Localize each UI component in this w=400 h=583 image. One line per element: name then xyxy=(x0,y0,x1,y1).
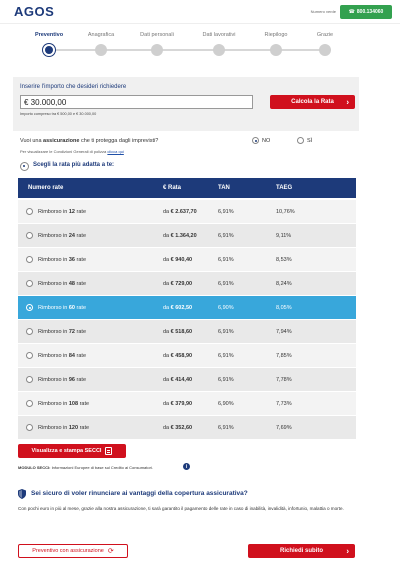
rate-amount: da € 602,50 xyxy=(163,305,193,311)
submit-request-label: Richiedi subito xyxy=(279,548,323,554)
step-label-dati-lavorativi: Dati lavorativi xyxy=(202,32,236,38)
step-dot-preventivo xyxy=(43,44,55,56)
policy-conditions-link[interactable]: clicca qui xyxy=(107,149,124,154)
secci-note-bold: MODULO SECCI: xyxy=(18,465,51,470)
rate-amount: da € 352,60 xyxy=(163,425,193,431)
rate-radio[interactable] xyxy=(26,328,33,335)
step-dot-grazie xyxy=(319,44,331,56)
table-row[interactable] xyxy=(18,416,356,439)
secci-note xyxy=(18,465,153,470)
rate-amount: da € 940,40 xyxy=(163,257,193,263)
step-label-dati-personali: Dati personali xyxy=(140,32,174,38)
rate-tan: 6,91% xyxy=(218,425,234,431)
phone-badge[interactable] xyxy=(340,5,392,19)
rate-count: Rimborso in 96 rate xyxy=(38,377,87,383)
rate-tan: 6,91% xyxy=(218,329,234,335)
quote-with-insurance-label: Preventivo con assicurazione xyxy=(32,548,104,554)
app-header xyxy=(0,0,400,24)
insurance-question-suffix: che ti protegga dagli imprevisti? xyxy=(79,138,159,144)
table-row[interactable] xyxy=(18,320,356,343)
calculate-rate-button[interactable] xyxy=(270,95,355,109)
phone-icon: ☎ xyxy=(348,9,355,15)
insurance-no-radio[interactable] xyxy=(252,137,259,144)
rate-taeg: 7,94% xyxy=(276,329,292,335)
insurance-question-prefix: Vuoi una xyxy=(20,138,44,144)
rate-section-title: Scegli la rata più adatta a te: xyxy=(33,162,115,168)
rate-taeg: 9,11% xyxy=(276,233,292,239)
progress-line xyxy=(49,49,325,51)
table-row[interactable] xyxy=(18,392,356,415)
rate-taeg: 7,69% xyxy=(276,425,292,431)
submit-request-button[interactable] xyxy=(248,544,355,558)
insurance-question xyxy=(20,138,158,144)
col-numero-rate: Numero rate xyxy=(28,185,64,191)
pdf-icon xyxy=(105,447,112,455)
rate-radio[interactable] xyxy=(26,304,33,311)
rate-amount: da € 729,00 xyxy=(163,281,193,287)
col-taeg: TAEG xyxy=(276,185,293,191)
rate-radio[interactable] xyxy=(26,280,33,287)
insurance-no-label: NO xyxy=(262,138,271,144)
rate-radio[interactable] xyxy=(26,256,33,263)
secci-button-label: Visualizza e stampa SECCI xyxy=(31,448,102,454)
phone-number: 800.134060 xyxy=(356,9,384,15)
rate-amount: da € 379,90 xyxy=(163,401,193,407)
step-dot-dati-lavorativi xyxy=(213,44,225,56)
insurance-question-bold: assicurazione xyxy=(43,138,80,144)
table-row[interactable] xyxy=(18,200,356,223)
secci-note-text: Informazioni Europee di base sul Credito ai Consumatori. xyxy=(50,465,153,470)
rate-tan: 6,90% xyxy=(218,401,234,407)
rate-taeg: 8,24% xyxy=(276,281,292,287)
rate-taeg: 10,76% xyxy=(276,209,295,215)
rate-amount: da € 414,40 xyxy=(163,377,193,383)
rate-radio[interactable] xyxy=(26,352,33,359)
rate-taeg: 7,73% xyxy=(276,401,292,407)
rate-count: Rimborso in 120 rate xyxy=(38,425,90,431)
rate-count: Rimborso in 48 rate xyxy=(38,281,87,287)
rate-count: Rimborso in 72 rate xyxy=(38,329,87,335)
rate-taeg: 8,05% xyxy=(276,305,292,311)
step-dot-anagrafica xyxy=(95,44,107,56)
table-row[interactable] xyxy=(18,224,356,247)
warning-title: Sei sicuro di voler rinunciare ai vantaggi della copertura assicurativa? xyxy=(31,490,248,497)
quote-with-insurance-button[interactable] xyxy=(18,544,128,558)
rate-tan: 6,91% xyxy=(218,353,234,359)
refresh-icon: ⟳ xyxy=(107,548,114,555)
rate-tan: 6,91% xyxy=(218,281,234,287)
chevron-right-icon: › xyxy=(346,97,349,107)
rate-tan: 6,91% xyxy=(218,257,234,263)
table-row[interactable] xyxy=(18,368,356,391)
amount-input[interactable] xyxy=(20,95,253,109)
amount-hint: Importo compreso tra € 500,00 e € 30.000,00 xyxy=(20,112,97,116)
calculate-rate-label: Calcola la Rata xyxy=(291,99,334,105)
secci-button[interactable] xyxy=(18,444,126,458)
agos-logo[interactable]: AGOS xyxy=(14,4,55,19)
table-row[interactable] xyxy=(18,248,356,271)
col-tan: TAN xyxy=(218,185,230,191)
insurance-note-text: Per visualizzare le Condizioni Generali di polizza xyxy=(20,149,108,154)
table-row[interactable] xyxy=(18,296,356,319)
rate-taeg: 7,78% xyxy=(276,377,292,383)
col-rata: € Rata xyxy=(163,185,182,191)
rate-amount: da € 458,90 xyxy=(163,353,193,359)
rate-count: Rimborso in 36 rate xyxy=(38,257,87,263)
insurance-yes-label: SÌ xyxy=(307,138,313,144)
rate-tan: 6,90% xyxy=(218,305,234,311)
rate-section-radio xyxy=(20,162,29,171)
step-dot-riepilogo xyxy=(270,44,282,56)
rate-count: Rimborso in 84 rate xyxy=(38,353,87,359)
rate-amount: da € 1.364,20 xyxy=(163,233,197,239)
rate-tan: 6,91% xyxy=(218,233,234,239)
amount-title: Inserire l'importo che desideri richiedere xyxy=(20,84,127,90)
rate-taeg: 8,53% xyxy=(276,257,292,263)
warning-text: Con pochi euro in più al mese, grazie alla nostra assicurazione, ti sarà garantito il pagamento delle rate in caso di inabilità, invalidità, infortunio, malattia o morte. xyxy=(18,506,344,511)
step-label-riepilogo: Riepilogo xyxy=(264,32,288,38)
shield-icon xyxy=(18,489,26,499)
rate-count: Rimborso in 60 rate xyxy=(38,305,87,311)
rate-tan: 6,91% xyxy=(218,377,234,383)
chevron-right-icon: › xyxy=(346,546,349,556)
step-dot-dati-personali xyxy=(151,44,163,56)
rate-amount: da € 518,60 xyxy=(163,329,193,335)
insurance-yes-radio[interactable] xyxy=(297,137,304,144)
rate-tan: 6,91% xyxy=(218,209,234,215)
step-label-preventivo: Preventivo xyxy=(34,32,64,38)
info-icon[interactable]: i xyxy=(183,463,190,470)
table-row[interactable] xyxy=(18,344,356,367)
rate-radio[interactable] xyxy=(26,424,33,431)
rate-taeg: 7,85% xyxy=(276,353,292,359)
rate-radio[interactable] xyxy=(26,208,33,215)
rate-count: Rimborso in 12 rate xyxy=(38,209,87,215)
progress-steps xyxy=(0,24,400,64)
step-label-anagrafica: Anagrafica xyxy=(87,32,115,38)
rate-count: Rimborso in 24 rate xyxy=(38,233,87,239)
phone-label: Numero verde xyxy=(310,9,336,14)
step-label-grazie: Grazie xyxy=(316,32,334,38)
rates-table-header xyxy=(18,178,356,198)
rate-radio[interactable] xyxy=(26,232,33,239)
rate-count: Rimborso in 108 rate xyxy=(38,401,90,407)
insurance-note xyxy=(20,149,124,154)
rate-amount: da € 2.637,70 xyxy=(163,209,197,215)
table-row[interactable] xyxy=(18,272,356,295)
rate-radio[interactable] xyxy=(26,400,33,407)
rate-radio[interactable] xyxy=(26,376,33,383)
